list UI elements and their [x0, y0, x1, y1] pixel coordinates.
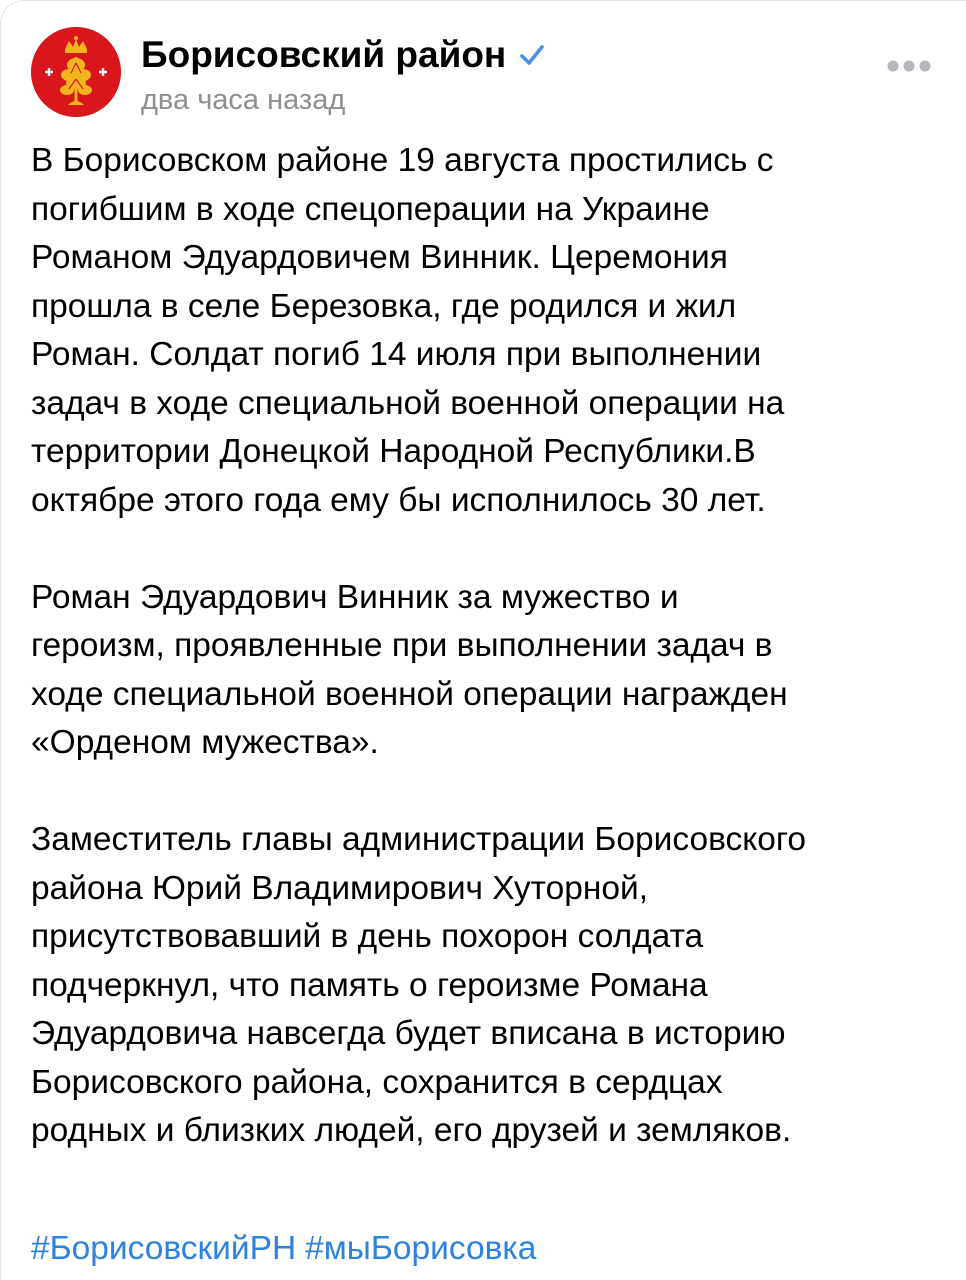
author-name[interactable]: Борисовский район [141, 34, 507, 75]
hashtag-list [31, 1225, 536, 1273]
verified-checkmark-icon [518, 41, 546, 69]
post-paragraph: В Борисовском районе 19 августа простились с погибшим в ходе спецоперации на Украине Романом Эдуардовичем Винник. Церемония прошла в селе Березовка, где родился и жил Роман. Солдат погиб 14 июля при выполнении задач в ходе специальной военной операции на территории Донецкой Народной Республики.В октябре этого года ему бы исполнилось 30 лет. [31, 142, 785, 519]
hashtag-link[interactable]: #мыБорисовка [305, 1230, 537, 1267]
post-paragraph: Роман Эдуардович Винник за мужество и героизм, проявленные при выполнении задач в ходе специальной военной операции награжден «Орденом мужества». [31, 578, 788, 761]
author-line [141, 31, 841, 79]
author-block [141, 31, 841, 119]
more-horizontal-icon[interactable] [887, 59, 931, 73]
post-body [31, 137, 941, 1156]
author-avatar[interactable] [31, 27, 121, 117]
coat-of-arms-icon [31, 27, 121, 117]
hashtag-link[interactable]: #БорисовскийРН [31, 1230, 297, 1267]
post-timestamp[interactable]: два часа назад [141, 84, 346, 116]
post-header [31, 27, 941, 117]
post-paragraph: Заместитель главы администрации Борисовского района Юрий Владимирович Хуторной, присутствовавший в день похорон солдата подчеркнул, что память о героизме Романа Эдуардовича навсегда будет вписана в историю Борисовского района, сохранится в сердцах родных и близких людей, его друзей и земляков. [31, 821, 807, 1149]
